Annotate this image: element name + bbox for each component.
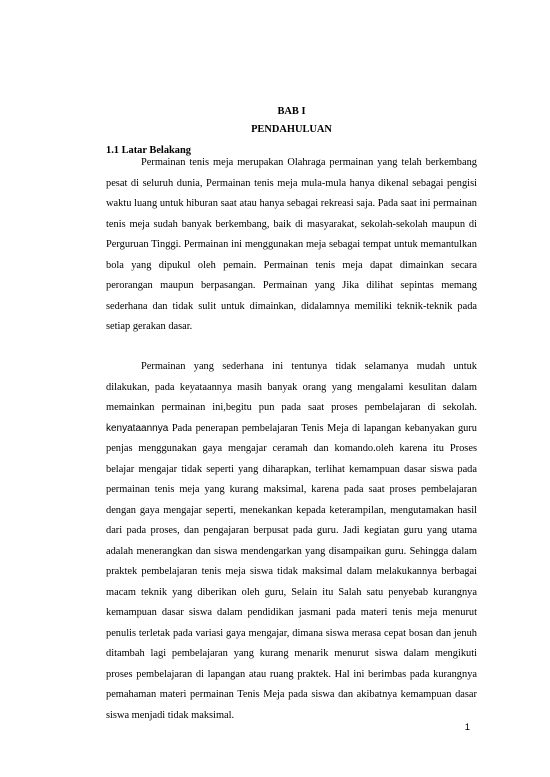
paragraph-2-sans-word: kenyataannya	[106, 422, 169, 434]
page-number: 1	[464, 722, 470, 733]
paragraph-2-container	[106, 357, 477, 726]
paragraph-2-text-a: Permainan yang sederhana ini tentunya tidak selamanya mudah untuk dilakukan, pada keyataannya masih banyak orang yang mengalami kesulitan dalam memainkan permainan ini,begitu pun pada saat proses pembelajaran di sekolah.	[106, 361, 477, 413]
section-heading: 1.1 Latar Belakang	[106, 145, 191, 156]
chapter-title: PENDAHULUAN	[251, 124, 332, 135]
paragraph-2	[106, 357, 477, 726]
paragraph-1: Permainan tenis meja merupakan Olahraga permainan yang telah berkembang pesat di seluruh dunia, Permainan tenis meja mula-mula hanya dikenal sebagai pengisi waktu luang untuk hiburan saat atau hanya sebagai rekreasi saja. Pada saat ini permainan tenis meja sudah banyak berkembang, baik di masyarakat, sekolah-sekolah maupun di Perguruan Tinggi. Permainan ini menggunakan meja sebagai tempat untuk memantulkan bola yang dipukul oleh pemain. Permainan tenis meja dapat dimainkan secara perorangan maupun berpasangan. Permainan yang Jika dilihat sepintas memang sederhana dan tidak sulit untuk dimainkan, didalamnya memiliki teknik-teknik pada setiap gerakan dasar.	[106, 157, 477, 332]
chapter-label: BAB I	[277, 106, 306, 117]
paragraph-2-text-b: Pada penerapan pembelajaran Tenis Meja di lapangan kebanyakan guru penjas menggunakan gaya mengajar ceramah dan komando.oleh karena itu Proses belajar mengajar tidak seperti yang diharapkan, terlihat kemampuan dasar siswa pada permainan tenis meja yang kurang maksimal, karena pada saat proses pembelajaran dengan gaya mengajar seperti, menekankan kepada keterampilan, mengutamakan hasil dari pada proses, dan pengajaran berpusat pada guru. Jadi kegiatan guru yang utama adalah menerangkan dan siswa mendengarkan yang disampaikan guru. Sehingga dalam praktek pembelajaran tenis meja siswa tidak maksimal dalam melakukannya berbagai macam teknik yang diberikan oleh guru, Selain itu Salah satu penyebab kurangnya kemampuan dasar siswa dalam pendidikan jasmani pada materi tenis meja menurut penulis terletak pada variasi gaya mengajar, dimana siswa merasa cepat bosan dan jenuh ditambah lagi pembelajaran yang kurang menarik menurut siswa dalam mengikuti proses pembelajaran di lapangan atau ruang praktek. Hal ini berimbas pada kurangnya pemahaman materi permainan Tenis Meja pada siswa dan akibatnya kemampuan dasar siswa menjadi tidak maksimal.	[106, 422, 477, 721]
paragraph-1-container	[106, 153, 477, 338]
